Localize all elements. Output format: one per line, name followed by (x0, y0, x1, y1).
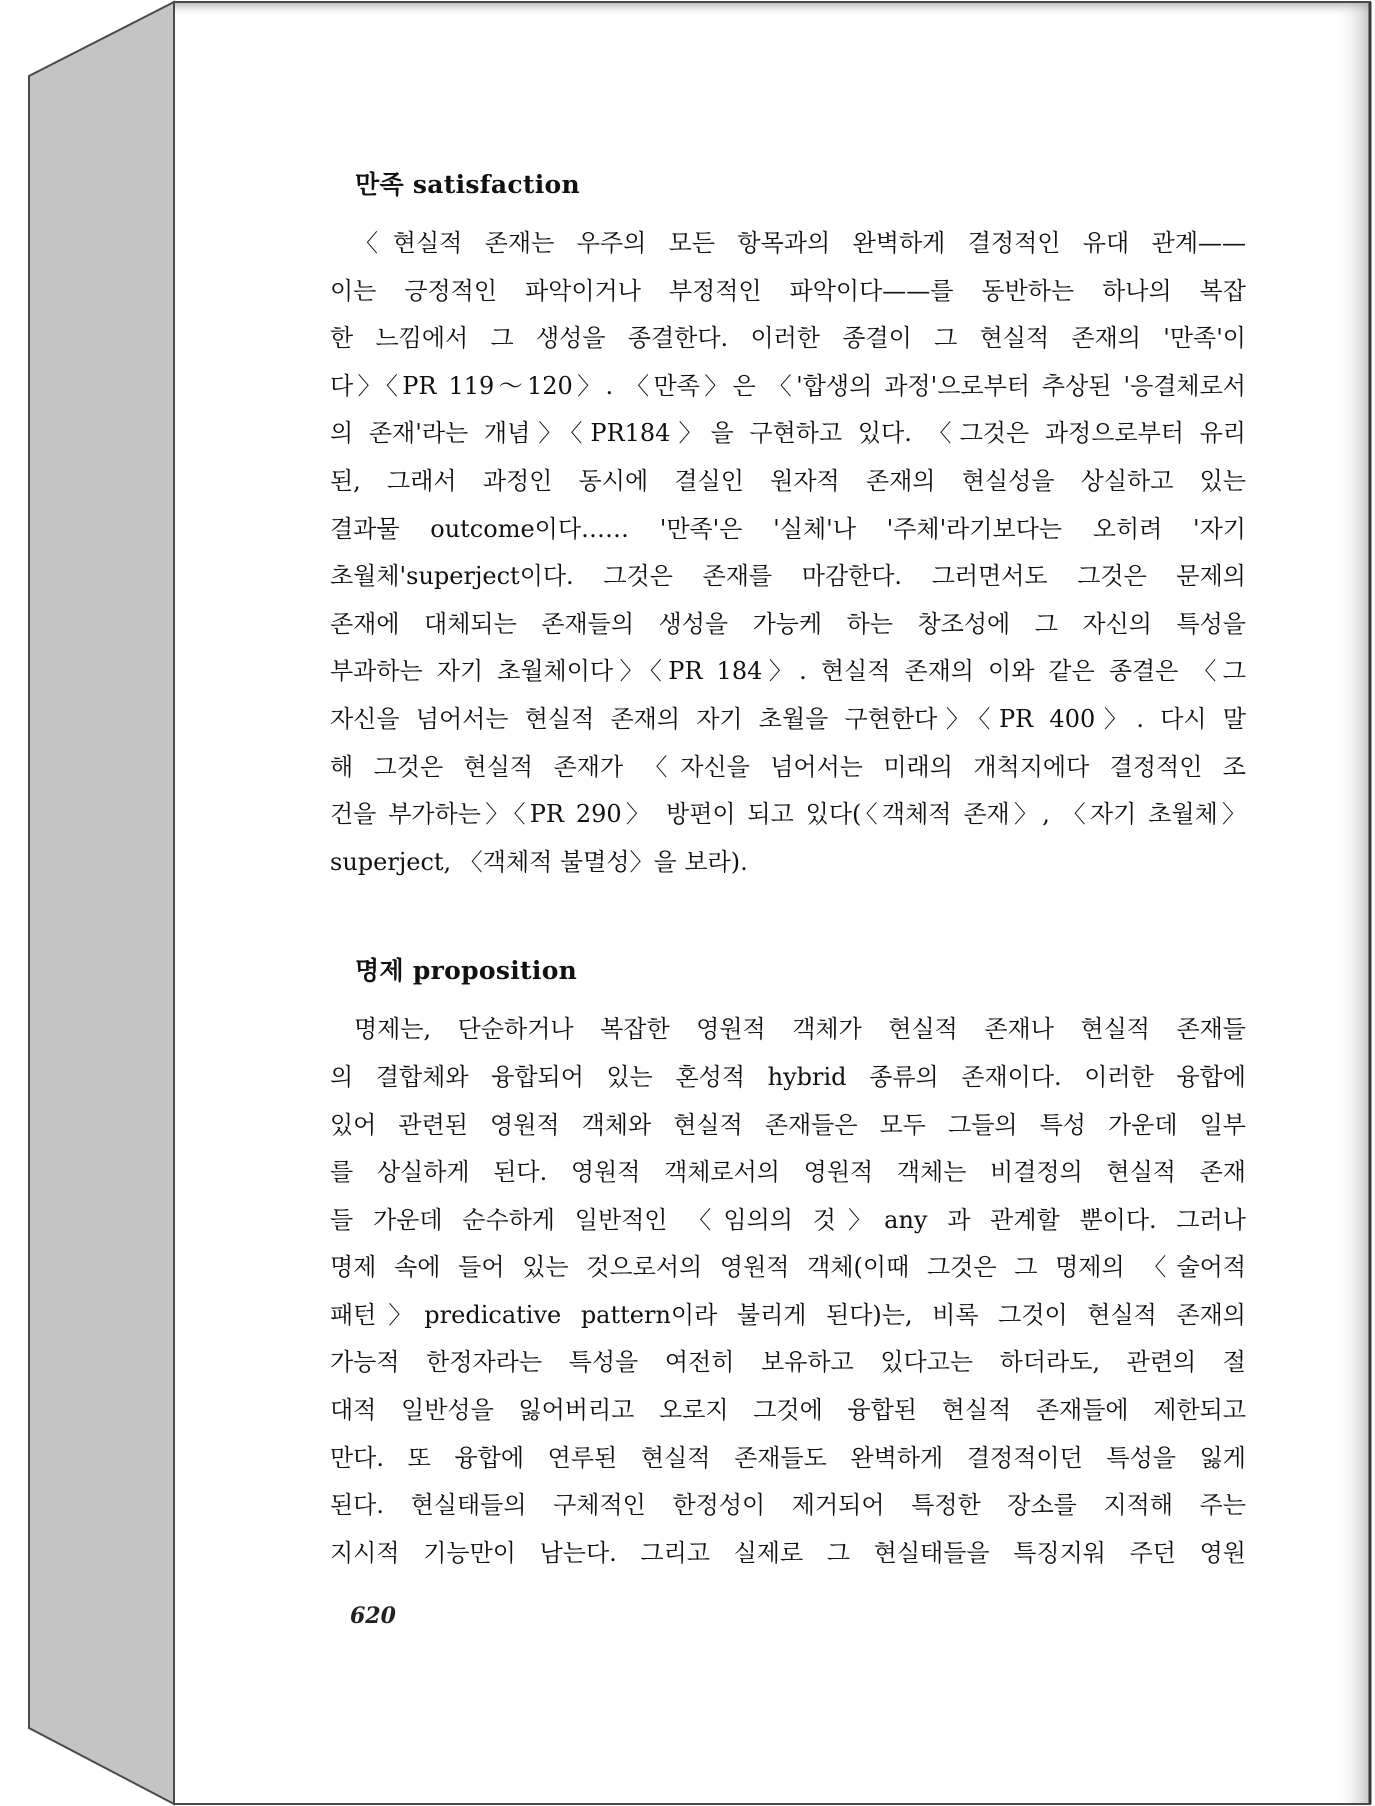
text-line: 를 상실하게 된다. 영원적 객체로서의 영원적 객체는 비결정의 현실적 존재 (330, 1158, 1246, 1187)
text-line: 의 결합체와 융합되어 있는 혼성적 hybrid 종류의 존재이다. 이러한 융합에 (330, 1062, 1246, 1091)
text-line: 건을 부가하는〉〈PR 290〉 방편이 되고 있다(〈객체적 존재〉, 〈자기 초월체〉 (330, 800, 1246, 829)
text-line: 해 그것은 현실적 존재가 〈자신을 넘어서는 미래의 개척지에다 결정적인 조 (330, 752, 1246, 781)
text-line: 초월체'superject이다. 그것은 존재를 마감한다. 그러면서도 그것은 문제의 (330, 562, 1246, 591)
text-line: 이는 긍정적인 파악이거나 부정적인 파악이다——를 동반하는 하나의 복잡 (330, 276, 1246, 305)
page-content (330, 168, 1246, 1577)
text-line: 지시적 기능만이 남는다. 그리고 실제로 그 현실태들을 특징지워 주던 영원 (330, 1538, 1246, 1567)
text-line: superject, 〈객체적 불멸성〉을 보라). (330, 847, 748, 876)
text-line: 존재에 대체되는 존재들의 생성을 가능케 하는 창조성에 그 자신의 특성을 (330, 609, 1246, 638)
text-line: 패턴〉predicative pattern이라 불리게 된다)는, 비록 그것이 현실적 존재의 (330, 1300, 1246, 1329)
entry-proposition (330, 954, 1246, 1577)
text-line: 있어 관련된 영원적 객체와 현실적 존재들은 모두 그들의 특성 가운데 일부 (330, 1110, 1246, 1139)
text-line: 결과물 outcome이다…… '만족'은 '실체'나 '주체'라기보다는 오히려 '자기 (330, 514, 1246, 543)
text-line: 부과하는 자기 초월체이다〉〈PR 184〉. 현실적 존재의 이와 같은 종결은 〈그 (330, 657, 1246, 686)
text-line: 〈현실적 존재는 우주의 모든 항목과의 완벽하게 결정적인 유대 관계—— (354, 229, 1246, 257)
text-line: 가능적 한정자라는 특성을 여전히 보유하고 있다고는 하더라도, 관련의 절 (330, 1348, 1246, 1377)
text-line: 명제 속에 들어 있는 것으로서의 영원적 객체(이때 그것은 그 명제의 〈술어적 (330, 1253, 1246, 1282)
text-line: 된, 그래서 과정인 동시에 결실인 원자적 존재의 현실성을 상실하고 있는 (330, 466, 1246, 495)
text-line: 다〉〈PR 119～120〉. 〈만족〉은 〈'합생의 과정'으로부터 추상된 '응결체로서 (330, 371, 1246, 400)
text-line: 대적 일반성을 잃어버리고 오로지 그것에 융합된 현실적 존재들에 제한되고 (330, 1396, 1246, 1425)
page-number: 620 (350, 1603, 396, 1629)
text-line: 만다. 또 융합에 연루된 현실적 존재들도 완벽하게 결정적이던 특성을 잃게 (330, 1443, 1246, 1472)
book-spine (29, 2, 174, 1804)
text-line: 들 가운데 순수하게 일반적인 〈임의의 것〉any 과 관계할 뿐이다. 그러나 (330, 1205, 1246, 1234)
entry-satisfaction (330, 168, 1246, 886)
text-line: 의 존재'라는 개념〉〈PR184〉을 구현하고 있다. 〈그것은 과정으로부터 유리 (330, 419, 1246, 448)
text-line: 자신을 넘어서는 현실적 존재의 자기 초월을 구현한다〉〈PR 400〉. 다시 말 (330, 704, 1246, 733)
text-line: 된다. 현실태들의 구체적인 한정성이 제거되어 특정한 장소를 지적해 주는 (330, 1491, 1246, 1520)
entry-heading: 명제 proposition (355, 956, 578, 986)
entry-heading: 만족 satisfaction (355, 170, 580, 199)
text-line: 명제는, 단순하거나 복잡한 영원적 객체가 현실적 존재나 현실적 존재들 (354, 1015, 1246, 1044)
text-line: 한 느낌에서 그 생성을 종결한다. 이러한 종결이 그 현실적 존재의 '만족'이 (330, 324, 1246, 353)
